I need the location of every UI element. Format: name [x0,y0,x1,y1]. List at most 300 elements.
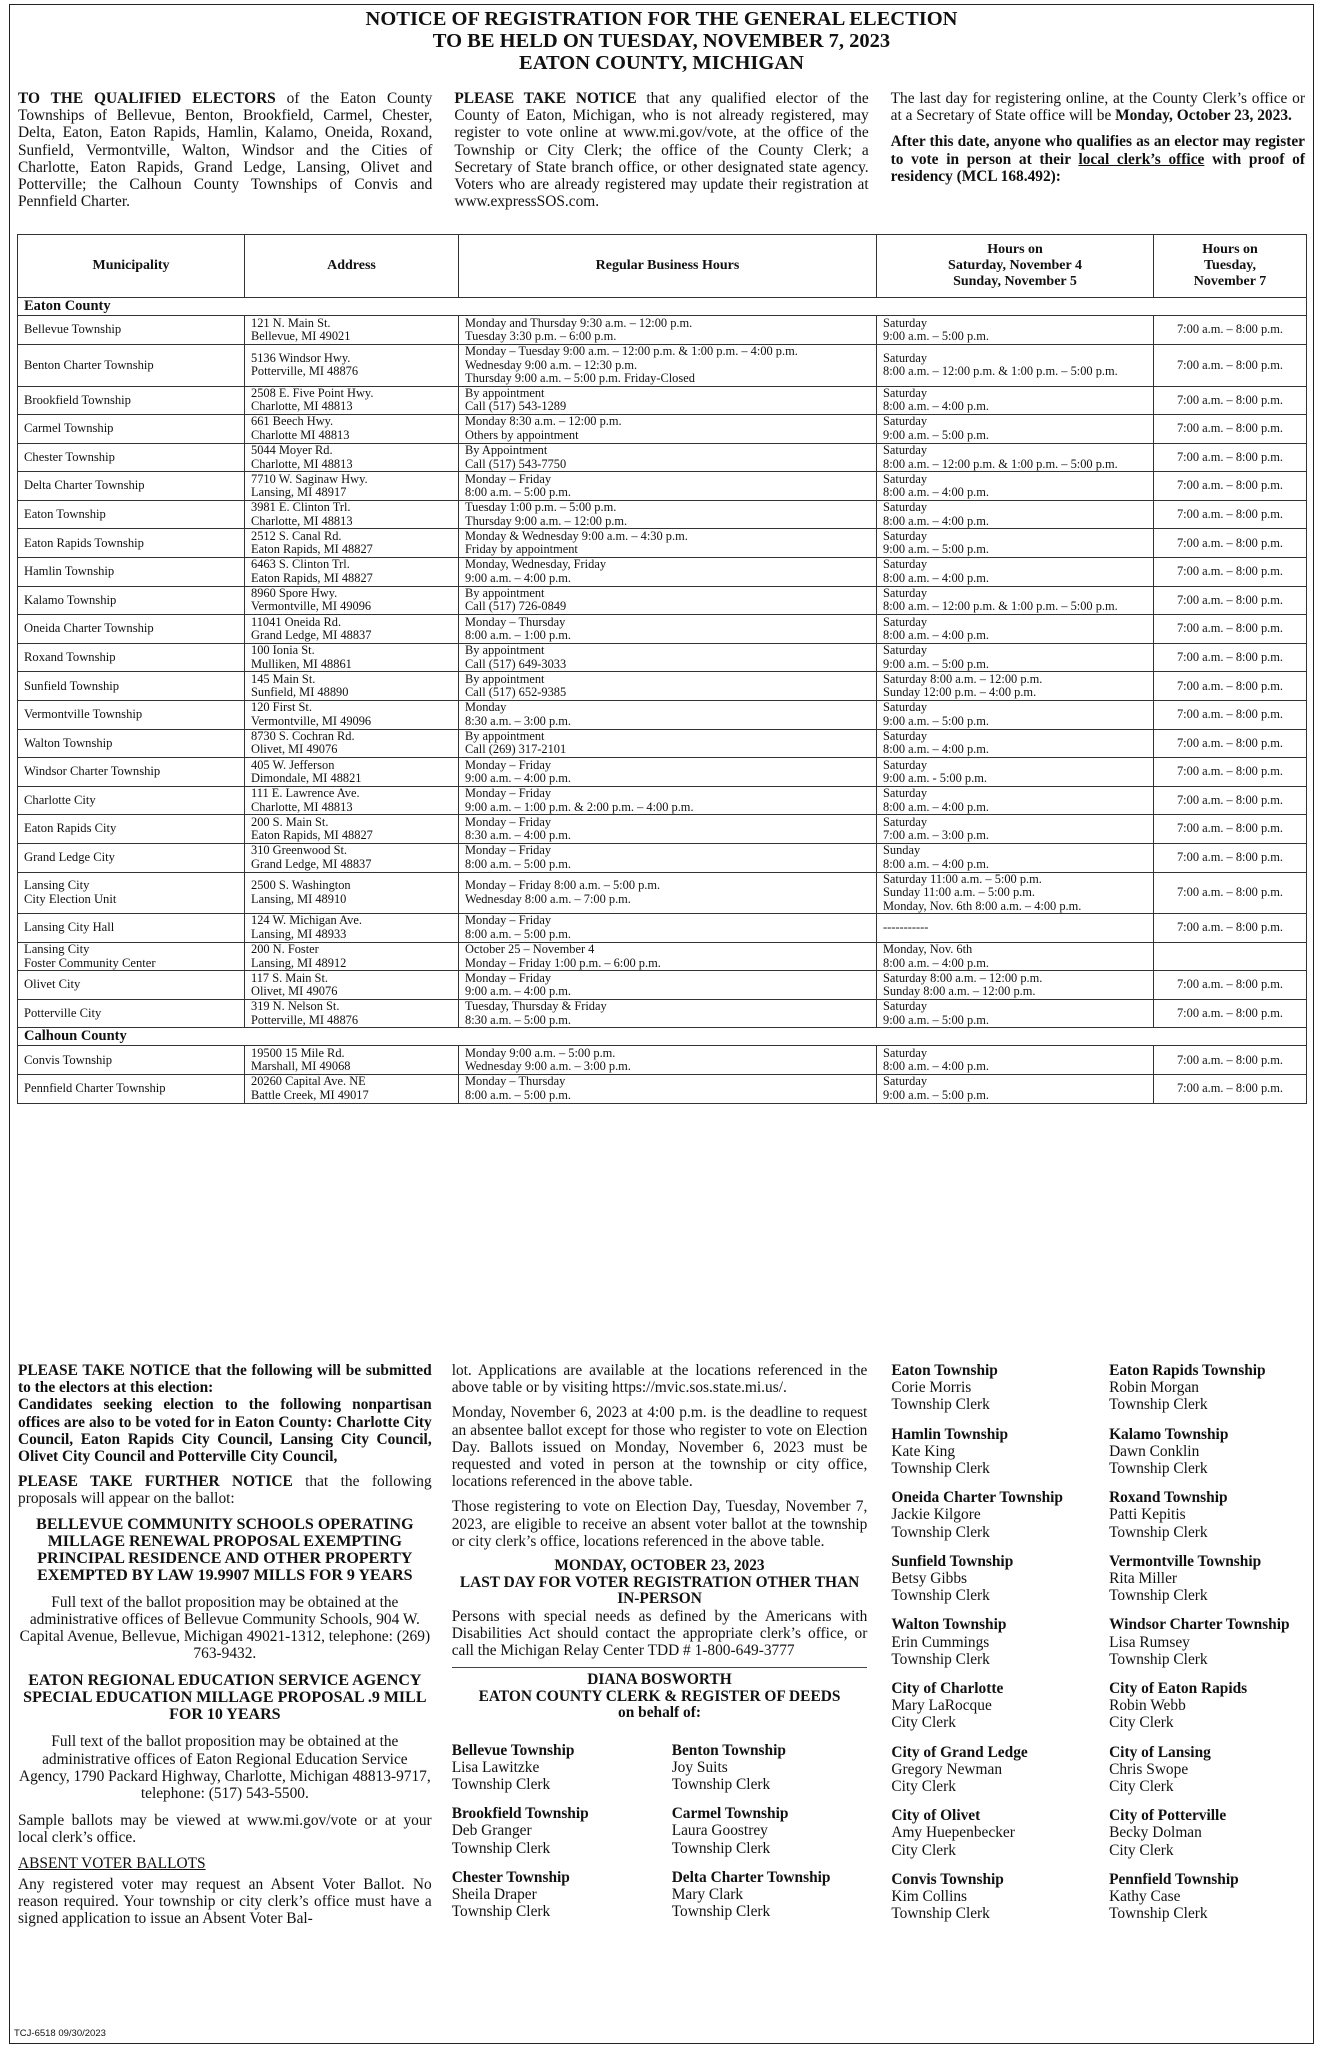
county-clerk-signature: DIANA BOSWORTH EATON COUNTY CLERK & REGISTER OF DEEDS on behalf of: [478,1671,841,1722]
clerk-role: Township Clerk [1109,1650,1208,1668]
municipality-cell: Charlotte City [18,786,245,815]
election-day-hours-cell: 7:00 a.m. – 8:00 p.m. [1154,701,1307,730]
deadline-date: Monday, October 23, 2023. [1115,107,1292,125]
clerk-municipality: Pennfield Township [1109,1870,1239,1888]
municipality-cell: Eaton Rapids City [18,815,245,844]
weekend-hours-cell: Saturday 9:00 a.m. - 5:00 p.m. [877,758,1154,787]
clerk-name: Erin Cummings [891,1633,990,1651]
clerk-entry [1109,1744,1307,1796]
address-cell: 8960 Spore Hwy. Vermontville, MI 49096 [245,586,459,615]
weekend-hours-cell: Saturday 9:00 a.m. – 5:00 p.m. [877,529,1154,558]
registration-deadline-heading: MONDAY, OCTOBER 23, 2023 LAST DAY FOR VOTER REGISTRATION OTHER THAN IN-PERSON [459,1557,860,1608]
submit-notice: PLEASE TAKE NOTICE that the following will be submitted to the electors at this election: [18,1362,432,1397]
table-row [18,872,1307,914]
clerk-list-col-3 [891,1362,1109,1935]
business-hours-cell: Tuesday 1:00 p.m. – 5:00 p.m. Thursday 9:00 a.m. – 12:00 p.m. [459,500,877,529]
election-day-hours-cell: 7:00 a.m. – 8:00 p.m. [1154,1046,1307,1075]
table-row [18,472,1307,501]
proposal-1-text: Full text of the ballot proposition may be obtained at the administrative offices of Bellevue Community Schools, 904 W. Capital Avenue, Bellevue, Michigan 49021-1312, telephone: (269) 763-9432. [19,1593,431,1663]
table-row [18,786,1307,815]
clerk-name: Dawn Conklin [1109,1442,1200,1460]
business-hours-cell: Monday – Friday 8:30 a.m. – 4:00 p.m. [459,815,877,844]
clerk-name: Kate King [891,1442,956,1460]
clerk-name: Becky Dolman [1109,1824,1202,1842]
business-hours-cell: Monday – Friday 8:00 a.m. – 5:00 p.m. Wednesday 8:00 a.m. – 7:00 p.m. [459,872,877,914]
municipality-cell: Walton Township [18,729,245,758]
municipality-cell: Eaton Township [18,500,245,529]
clerk-name: Mary Clark [671,1886,744,1904]
weekend-hours-cell: ----------- [877,914,1154,943]
clerk-entry [891,1426,1109,1478]
clerk-municipality: Chester Township [451,1868,570,1886]
clerk-entry [891,1489,1109,1541]
clerk-entry [891,1362,1109,1414]
table-body [18,298,1307,1103]
clerk-municipality: Eaton Rapids Township [1109,1362,1266,1379]
weekend-hours-cell: Saturday 8:00 a.m. – 4:00 p.m. [877,729,1154,758]
divider [452,1667,868,1668]
weekend-hours-cell: Sunday 8:00 a.m. – 4:00 p.m. [877,844,1154,873]
municipality-cell: Carmel Township [18,415,245,444]
clerk-list-left [452,1742,868,1933]
election-day-hours-cell: 7:00 a.m. – 8:00 p.m. [1154,615,1307,644]
bottom-columns [18,1362,1307,1935]
municipality-cell: Potterville City [18,999,245,1028]
title-line-1: NOTICE OF REGISTRATION FOR THE GENERAL ELECTION [365,8,958,30]
clerk-role: Township Clerk [1109,1587,1208,1605]
address-cell: 120 First St. Vermontville, MI 49096 [245,701,459,730]
municipality-cell: Grand Ledge City [18,844,245,873]
clerk-municipality: Roxand Township [1109,1489,1228,1507]
weekend-hours-cell: Saturday 11:00 a.m. – 5:00 p.m. Sunday 11:00 a.m. – 5:00 p.m. Monday, Nov. 6th 8:00 a.m. – 4:00 p.m. [877,872,1154,914]
business-hours-cell: By Appointment Call (517) 543-7750 [459,443,877,472]
column-header: Regular Business Hours [459,235,877,298]
weekend-hours-cell: Saturday 8:00 a.m. – 4:00 p.m. [877,472,1154,501]
election-day-hours-cell: 7:00 a.m. – 8:00 p.m. [1154,558,1307,587]
bottom-col-1 [18,1362,432,1935]
clerk-role: City Clerk [891,1778,956,1796]
municipality-cell: Kalamo Township [18,586,245,615]
address-cell: 111 E. Lawrence Ave. Charlotte, MI 48813 [245,786,459,815]
clerk-entry [891,1807,1109,1859]
table-row [18,758,1307,787]
election-day-hours-cell: 7:00 a.m. – 8:00 p.m. [1154,316,1307,345]
municipality-cell: Roxand Township [18,643,245,672]
intro-col-3 [891,90,1305,219]
address-cell: 310 Greenwood St. Grand Ledge, MI 48837 [245,844,459,873]
candidates-notice: Candidates seeking election to the following nonpartisan offices are also to be voted for in Eaton County: Charlotte City Council, Eaton Rapids City Council, Lansing City Council, Olivet City Council and Potterville City Council, [18,1396,432,1466]
clerk-entry [1109,1426,1307,1478]
clerk-entry [672,1805,862,1857]
sample-ballot-text: Sample ballots may be viewed at www.mi.gov/vote or at your local clerk’s office. [18,1812,432,1847]
business-hours-cell: Monday – Friday 9:00 a.m. – 4:00 p.m. [459,971,877,1000]
clerk-name: Sheila Draper [451,1886,537,1904]
municipality-cell: Windsor Charter Township [18,758,245,787]
clerk-name: Kim Collins [891,1888,968,1906]
municipality-cell: Convis Township [18,1046,245,1075]
intro-col-1 [18,90,432,219]
clerk-name: Laura Goostrey [671,1822,768,1840]
clerk-municipality: Convis Township [891,1870,1004,1888]
address-cell: 145 Main St. Sunfield, MI 48890 [245,672,459,701]
election-day-hours-cell: 7:00 a.m. – 8:00 p.m. [1154,443,1307,472]
proposal-1-title: BELLEVUE COMMUNITY SCHOOLS OPERATING MILLAGE RENEWAL PROPOSAL EXEMPTING PRINCIPAL RESIDENCE AND OTHER PROPERTY EXEMPTED BY LAW 19.9907 MILLS FOR 9 YEARS [36,1515,414,1584]
address-cell: 20260 Capital Ave. NE Battle Creek, MI 49017 [245,1075,459,1104]
qualified-electors-heading: TO THE QUALIFIED ELECTORS [18,90,276,107]
election-day-hours-cell: 7:00 a.m. – 8:00 p.m. [1154,345,1307,387]
clerk-role: Township Clerk [891,1587,990,1605]
address-cell: 7710 W. Saginaw Hwy. Lansing, MI 48917 [245,472,459,501]
table-row [18,1046,1307,1075]
election-day-hours-cell: 7:00 a.m. – 8:00 p.m. [1154,758,1307,787]
election-day-hours-cell: 7:00 a.m. – 8:00 p.m. [1154,415,1307,444]
municipality-cell: Chester Township [18,443,245,472]
address-cell: 5044 Moyer Rd. Charlotte, MI 48813 [245,443,459,472]
municipality-cell: Brookfield Township [18,386,245,415]
business-hours-cell: Tuesday, Thursday & Friday 8:30 a.m. – 5:00 p.m. [459,999,877,1028]
table-row [18,586,1307,615]
weekend-hours-cell: Saturday 8:00 a.m. – 12:00 p.m. & 1:00 p.m. – 5:00 p.m. [877,345,1154,387]
clerk-role: Township Clerk [671,1903,771,1921]
clerk-name: Chris Swope [1109,1760,1189,1778]
business-hours-cell: By appointment Call (269) 317-2101 [459,729,877,758]
table-row [18,529,1307,558]
weekend-hours-cell: Saturday 9:00 a.m. – 5:00 p.m. [877,643,1154,672]
business-hours-cell: Monday – Friday 9:00 a.m. – 4:00 p.m. [459,758,877,787]
table-header-row [18,235,1307,298]
election-day-hours-cell: 7:00 a.m. – 8:00 p.m. [1154,386,1307,415]
clerk-municipality: Brookfield Township [451,1805,589,1823]
table-row [18,345,1307,387]
table-row [18,815,1307,844]
municipality-cell: Bellevue Township [18,316,245,345]
clerk-entry [1109,1807,1307,1859]
clerk-entry [672,1869,862,1921]
clerk-entry [891,1871,1109,1923]
address-cell: 11041 Oneida Rd. Grand Ledge, MI 48837 [245,615,459,644]
weekend-hours-cell: Saturday 9:00 a.m. – 5:00 p.m. [877,1075,1154,1104]
clerk-role: City Clerk [891,1714,956,1732]
business-hours-cell: Monday – Thursday 8:00 a.m. – 5:00 p.m. [459,1075,877,1104]
notice-page [9,4,1314,2044]
election-day-hours-cell: 7:00 a.m. – 8:00 p.m. [1154,786,1307,815]
clerk-role: Township Clerk [451,1903,551,1921]
clerk-municipality: City of Potterville [1109,1807,1227,1825]
municipality-cell: Lansing City City Election Unit [18,872,245,914]
clerk-name: Joy Suits [671,1758,728,1776]
address-cell: 661 Beech Hwy. Charlotte MI 48813 [245,415,459,444]
business-hours-cell: Monday, Wednesday, Friday 9:00 a.m. – 4:00 p.m. [459,558,877,587]
take-notice-heading: PLEASE TAKE NOTICE [454,90,637,107]
local-clerk-office: local clerk’s office [1078,150,1205,168]
weekend-hours-cell: Saturday 8:00 a.m. – 4:00 p.m. [877,786,1154,815]
clerk-entry [891,1744,1109,1796]
table-row [18,443,1307,472]
business-hours-cell: Monday 8:30 a.m. – 3:00 p.m. [459,701,877,730]
election-day-hours-cell: 7:00 a.m. – 8:00 p.m. [1154,914,1307,943]
further-notice-heading: PLEASE TAKE FURTHER NOTICE [18,1473,293,1491]
business-hours-cell: Monday – Friday 9:00 a.m. – 1:00 p.m. & 2:00 p.m. – 4:00 p.m. [459,786,877,815]
bottom-col-2 [452,1362,868,1935]
clerk-role: Township Clerk [1109,1460,1208,1478]
business-hours-cell: By appointment Call (517) 649-3033 [459,643,877,672]
table-row [18,672,1307,701]
table-row [18,942,1307,971]
clerk-municipality: Vermontville Township [1109,1552,1262,1570]
column-header: Address [245,235,459,298]
clerk-entry [452,1742,672,1794]
clerk-role: Township Clerk [671,1776,771,1794]
election-day-hours-cell: 7:00 a.m. – 8:00 p.m. [1154,999,1307,1028]
in-person-text-b: with proof of residency (MCL 168.492): [890,150,1305,185]
clerk-name: Mary LaRocque [891,1697,992,1715]
in-person-text-a: After this date, anyone who qualifies as an elector may register to vote in person at their [890,133,1305,168]
election-day-hours-cell [1154,942,1307,971]
clerk-municipality: Hamlin Township [891,1425,1009,1443]
address-cell: 200 S. Main St. Eaton Rapids, MI 48827 [245,815,459,844]
clerk-role: Township Clerk [451,1839,551,1857]
business-hours-cell: By appointment Call (517) 543-1289 [459,386,877,415]
address-cell: 6463 S. Clinton Trl. Eaton Rapids, MI 48827 [245,558,459,587]
address-cell: 2500 S. Washington Lansing, MI 48910 [245,872,459,914]
clerk-municipality: Kalamo Township [1109,1425,1229,1443]
clerk-municipality: City of Grand Ledge [891,1743,1028,1761]
municipality-cell: Vermontville Township [18,701,245,730]
clerk-role: Township Clerk [891,1650,990,1668]
election-day-hours-cell: 7:00 a.m. – 8:00 p.m. [1154,971,1307,1000]
election-day-hours-cell: 7:00 a.m. – 8:00 p.m. [1154,643,1307,672]
weekend-hours-cell: Saturday 9:00 a.m. – 5:00 p.m. [877,999,1154,1028]
clerk-municipality: City of Olivet [891,1807,981,1825]
clerk-name: Rita Miller [1109,1570,1178,1588]
clerk-municipality: Bellevue Township [451,1741,575,1759]
applications-text: lot. Applications are available at the locations referenced in the above table or by visiting https://mvic.sos.state.mi.us/. [451,1362,868,1397]
municipality-cell: Delta Charter Township [18,472,245,501]
table-row [18,615,1307,644]
clerk-role: Township Clerk [891,1523,990,1541]
weekend-hours-cell: Saturday 8:00 a.m. – 4:00 p.m. [877,558,1154,587]
clerk-entry [672,1742,862,1794]
clerk-municipality: Sunfield Township [891,1552,1014,1570]
further-notice-text: that the following proposals will appear on the ballot: [18,1473,432,1508]
clerk-municipality: Benton Township [671,1741,786,1759]
business-hours-cell: Monday – Friday 8:00 a.m. – 5:00 p.m. [459,472,877,501]
business-hours-cell: Monday – Friday 8:00 a.m. – 5:00 p.m. [459,844,877,873]
weekend-hours-cell: Saturday 8:00 a.m. – 4:00 p.m. [877,615,1154,644]
clerk-name: Robin Morgan [1109,1379,1199,1397]
municipality-cell: Sunfield Township [18,672,245,701]
intro-text-3: The last day for registering online, at the County Clerk’s office or at a Secretary of State office will be [890,90,1305,125]
proposal-2-text: Full text of the ballot proposition may be obtained at the administrative offices of Eaton Regional Education Service Agency, 1790 Packard Highway, Charlotte, Michigan 48813-9717, telephone: (517) 543-5500. [18,1733,431,1803]
weekend-hours-cell: Saturday 8:00 a.m. – 4:00 p.m. [877,386,1154,415]
column-header: Hours on Tuesday, November 7 [1154,235,1307,298]
intro-columns [10,90,1313,219]
clerk-entry [1109,1680,1307,1732]
municipality-cell: Lansing City Hall [18,914,245,943]
weekend-hours-cell: Saturday 8:00 a.m. – 12:00 p.m. Sunday 12:00 p.m. – 4:00 p.m. [877,672,1154,701]
election-day-hours-cell: 7:00 a.m. – 8:00 p.m. [1154,586,1307,615]
business-hours-cell: Monday 8:30 a.m. – 12:00 p.m. Others by appointment [459,415,877,444]
table-row [18,701,1307,730]
weekend-hours-cell: Saturday 9:00 a.m. – 5:00 p.m. [877,316,1154,345]
weekend-hours-cell: Saturday 8:00 a.m. – 4:00 p.m. [877,500,1154,529]
election-day-hours-cell: 7:00 a.m. – 8:00 p.m. [1154,472,1307,501]
table-row [18,386,1307,415]
clerk-role: Township Clerk [671,1839,771,1857]
clerk-name: Corie Morris [891,1379,972,1397]
address-cell: 2508 E. Five Point Hwy. Charlotte, MI 48813 [245,386,459,415]
weekend-hours-cell: Saturday 9:00 a.m. – 5:00 p.m. [877,415,1154,444]
business-hours-cell: Monday and Thursday 9:30 a.m. – 12:00 p.m. Tuesday 3:30 p.m. – 6:00 p.m. [459,316,877,345]
intro-text-2: that any qualified elector of the County of Eaton, Michigan, who is not already registered, may register to vote online at www.mi.gov/vote, at the office of the Township or City Clerk; the office of the County Clerk; a Secretary of State branch office, or other designated state agency. Voters who are already registered may update their registration at www.expressSOS.com. [454,90,869,211]
clerk-name: Patti Kepitis [1109,1506,1186,1524]
address-cell: 2512 S. Canal Rd. Eaton Rapids, MI 48827 [245,529,459,558]
clerk-municipality: City of Lansing [1109,1743,1211,1761]
municipality-cell: Benton Charter Township [18,345,245,387]
weekend-hours-cell: Saturday 7:00 a.m. – 3:00 p.m. [877,815,1154,844]
special-needs-text: Persons with special needs as defined by the Americans with Disabilities Act should contact the appropriate clerk’s office, or call the Michigan Relay Center TDD # 1-800-649-3777 [451,1607,868,1659]
address-cell: 5136 Windsor Hwy. Potterville, MI 48876 [245,345,459,387]
table-row [18,729,1307,758]
clerk-role: City Clerk [1109,1841,1174,1859]
table-row [18,844,1307,873]
intro-col-2 [454,90,868,219]
business-hours-cell: Monday – Tuesday 9:00 a.m. – 12:00 p.m. & 1:00 p.m. – 4:00 p.m. Wednesday 9:00 a.m. – 12:30 p.m. Thursday 9:00 a.m. – 5:00 p.m. Friday-Closed [459,345,877,387]
election-day-text: Those registering to vote on Election Day, Tuesday, November 7, 2023, are eligible to receive an absent voter ballot at the township or city clerk’s office, locations referenced in the above table. [451,1498,868,1550]
table-row [18,415,1307,444]
column-header: Municipality [18,235,245,298]
clerk-municipality: Eaton Township [891,1362,998,1379]
election-day-hours-cell: 7:00 a.m. – 8:00 p.m. [1154,529,1307,558]
business-hours-cell: October 25 – November 4 Monday – Friday 1:00 p.m. – 6:00 p.m. [459,942,877,971]
election-day-hours-cell: 7:00 a.m. – 8:00 p.m. [1154,815,1307,844]
section-row [18,1028,1307,1046]
clerk-name: Robin Webb [1109,1697,1186,1715]
municipality-cell: Olivet City [18,971,245,1000]
election-day-hours-cell: 7:00 a.m. – 8:00 p.m. [1154,1075,1307,1104]
clerk-name: Kathy Case [1109,1888,1181,1906]
table-row [18,971,1307,1000]
clerk-role: City Clerk [1109,1714,1174,1732]
weekend-hours-cell: Saturday 8:00 a.m. – 12:00 p.m. & 1:00 p.m. – 5:00 p.m. [877,443,1154,472]
clerk-role: City Clerk [891,1841,956,1859]
business-hours-cell: Monday – Thursday 8:00 a.m. – 1:00 p.m. [459,615,877,644]
clerk-entry [891,1553,1109,1605]
table-row [18,500,1307,529]
business-hours-cell: Monday – Friday 8:00 a.m. – 5:00 p.m. [459,914,877,943]
municipality-cell: Eaton Rapids Township [18,529,245,558]
clerk-municipality: Walton Township [891,1616,1007,1634]
clerk-municipality: Carmel Township [671,1805,789,1823]
notice-title [10,5,1313,74]
clerk-name: Lisa Rumsey [1109,1633,1190,1651]
municipality-cell: Pennfield Charter Township [18,1075,245,1104]
weekend-hours-cell: Saturday 9:00 a.m. – 5:00 p.m. [877,701,1154,730]
municipality-cell: Oneida Charter Township [18,615,245,644]
election-day-hours-cell: 7:00 a.m. – 8:00 p.m. [1154,729,1307,758]
section-label: Calhoun County [18,1028,1307,1046]
clerk-entry [452,1869,672,1921]
table-row [18,999,1307,1028]
column-header: Hours on Saturday, November 4 Sunday, November 5 [877,235,1154,298]
clerk-name: Jackie Kilgore [891,1506,981,1524]
clerk-role: Township Clerk [891,1396,990,1414]
business-hours-cell: Monday & Wednesday 9:00 a.m. – 4:30 p.m. Friday by appointment [459,529,877,558]
intro-text-1: of the Eaton County Townships of Bellevue, Benton, Brookfield, Carmel, Chester, Delta, Eaton, Eaton Rapids, Hamlin, Kalamo, Oneida, Roxand, Sunfield, Vermontville, Walton, Windsor and the Cities of Charlotte, Eaton Rapids, Grand Ledge, Lansing, Olivet and Potterville; the Calhoun County Townships of Convis and Pennfield Charter. [18,90,433,211]
title-line-3: EATON COUNTY, MICHIGAN [519,52,804,74]
address-cell: 200 N. Foster Lansing, MI 48912 [245,942,459,971]
address-cell: 121 N. Main St. Bellevue, MI 49021 [245,316,459,345]
clerk-name: Deb Granger [451,1822,532,1840]
clerk-municipality: City of Eaton Rapids [1109,1680,1248,1698]
business-hours-cell: Monday 9:00 a.m. – 5:00 p.m. Wednesday 9:00 a.m. – 3:00 p.m. [459,1046,877,1075]
clerk-entry [1109,1616,1307,1668]
clerk-entry [1109,1362,1307,1414]
clerk-entry [1109,1489,1307,1541]
clerk-role: Township Clerk [1109,1396,1208,1414]
absentee-deadline-text: Monday, November 6, 2023 at 4:00 p.m. is the deadline to request an absentee ballot except for those who register to vote on Election Day. Ballots issued on Monday, November 6, 2023 must be requested and voted in person at the township or city office, locations referenced in the above table. [451,1404,868,1491]
address-cell: 19500 15 Mile Rd. Marshall, MI 49068 [245,1046,459,1075]
address-cell: 319 N. Nelson St. Potterville, MI 48876 [245,999,459,1028]
clerk-entry [891,1680,1109,1732]
municipality-cell: Lansing City Foster Community Center [18,942,245,971]
clerk-role: Township Clerk [1109,1523,1208,1541]
clerk-role: Township Clerk [891,1460,990,1478]
election-day-hours-cell: 7:00 a.m. – 8:00 p.m. [1154,672,1307,701]
proposal-2-title: EATON REGIONAL EDUCATION SERVICE AGENCY SPECIAL EDUCATION MILLAGE PROPOSAL .9 MILL FOR 10 YEARS [23,1672,427,1724]
business-hours-cell: By appointment Call (517) 726-0849 [459,586,877,615]
clerk-role: Township Clerk [451,1776,551,1794]
election-day-hours-cell: 7:00 a.m. – 8:00 p.m. [1154,844,1307,873]
weekend-hours-cell: Saturday 8:00 a.m. – 4:00 p.m. [877,1046,1154,1075]
clerk-role: City Clerk [1109,1778,1174,1796]
section-label: Eaton County [18,298,1307,316]
registration-hours-table [17,234,1307,1103]
address-cell: 124 W. Michigan Ave. Lansing, MI 48933 [245,914,459,943]
clerk-municipality: Windsor Charter Township [1109,1616,1290,1634]
clerk-entry [1109,1871,1307,1923]
weekend-hours-cell: Monday, Nov. 6th 8:00 a.m. – 4:00 p.m. [877,942,1154,971]
title-line-2: TO BE HELD ON TUESDAY, NOVEMBER 7, 2023 [432,30,891,52]
clerk-entry [1109,1553,1307,1605]
table-row [18,914,1307,943]
address-cell: 117 S. Main St. Olivet, MI 49076 [245,971,459,1000]
footer-code: TCJ-6518 09/30/2023 [14,2028,106,2039]
election-day-hours-cell: 7:00 a.m. – 8:00 p.m. [1154,872,1307,914]
section-row [18,298,1307,316]
clerk-role: Township Clerk [1109,1905,1208,1923]
business-hours-cell: By appointment Call (517) 652-9385 [459,672,877,701]
absent-voter-heading: ABSENT VOTER BALLOTS [18,1854,206,1872]
address-cell: 8730 S. Cochran Rd. Olivet, MI 49076 [245,729,459,758]
clerk-municipality: Oneida Charter Township [891,1489,1063,1507]
address-cell: 3981 E. Clinton Trl. Charlotte, MI 48813 [245,500,459,529]
table-row [18,316,1307,345]
weekend-hours-cell: Saturday 8:00 a.m. – 12:00 p.m. Sunday 8:00 a.m. – 12:00 p.m. [877,971,1154,1000]
address-cell: 100 Ionia St. Mulliken, MI 48861 [245,643,459,672]
clerk-list-col-4 [1109,1362,1307,1935]
clerk-name: Lisa Lawitzke [451,1758,540,1776]
clerk-entry [891,1616,1109,1668]
address-cell: 405 W. Jefferson Dimondale, MI 48821 [245,758,459,787]
clerk-role: Township Clerk [891,1905,990,1923]
clerk-municipality: Delta Charter Township [671,1868,831,1886]
municipality-cell: Hamlin Township [18,558,245,587]
clerk-name: Gregory Newman [891,1760,1003,1778]
table-row [18,558,1307,587]
weekend-hours-cell: Saturday 8:00 a.m. – 12:00 p.m. & 1:00 p.m. – 5:00 p.m. [877,586,1154,615]
table-row [18,643,1307,672]
